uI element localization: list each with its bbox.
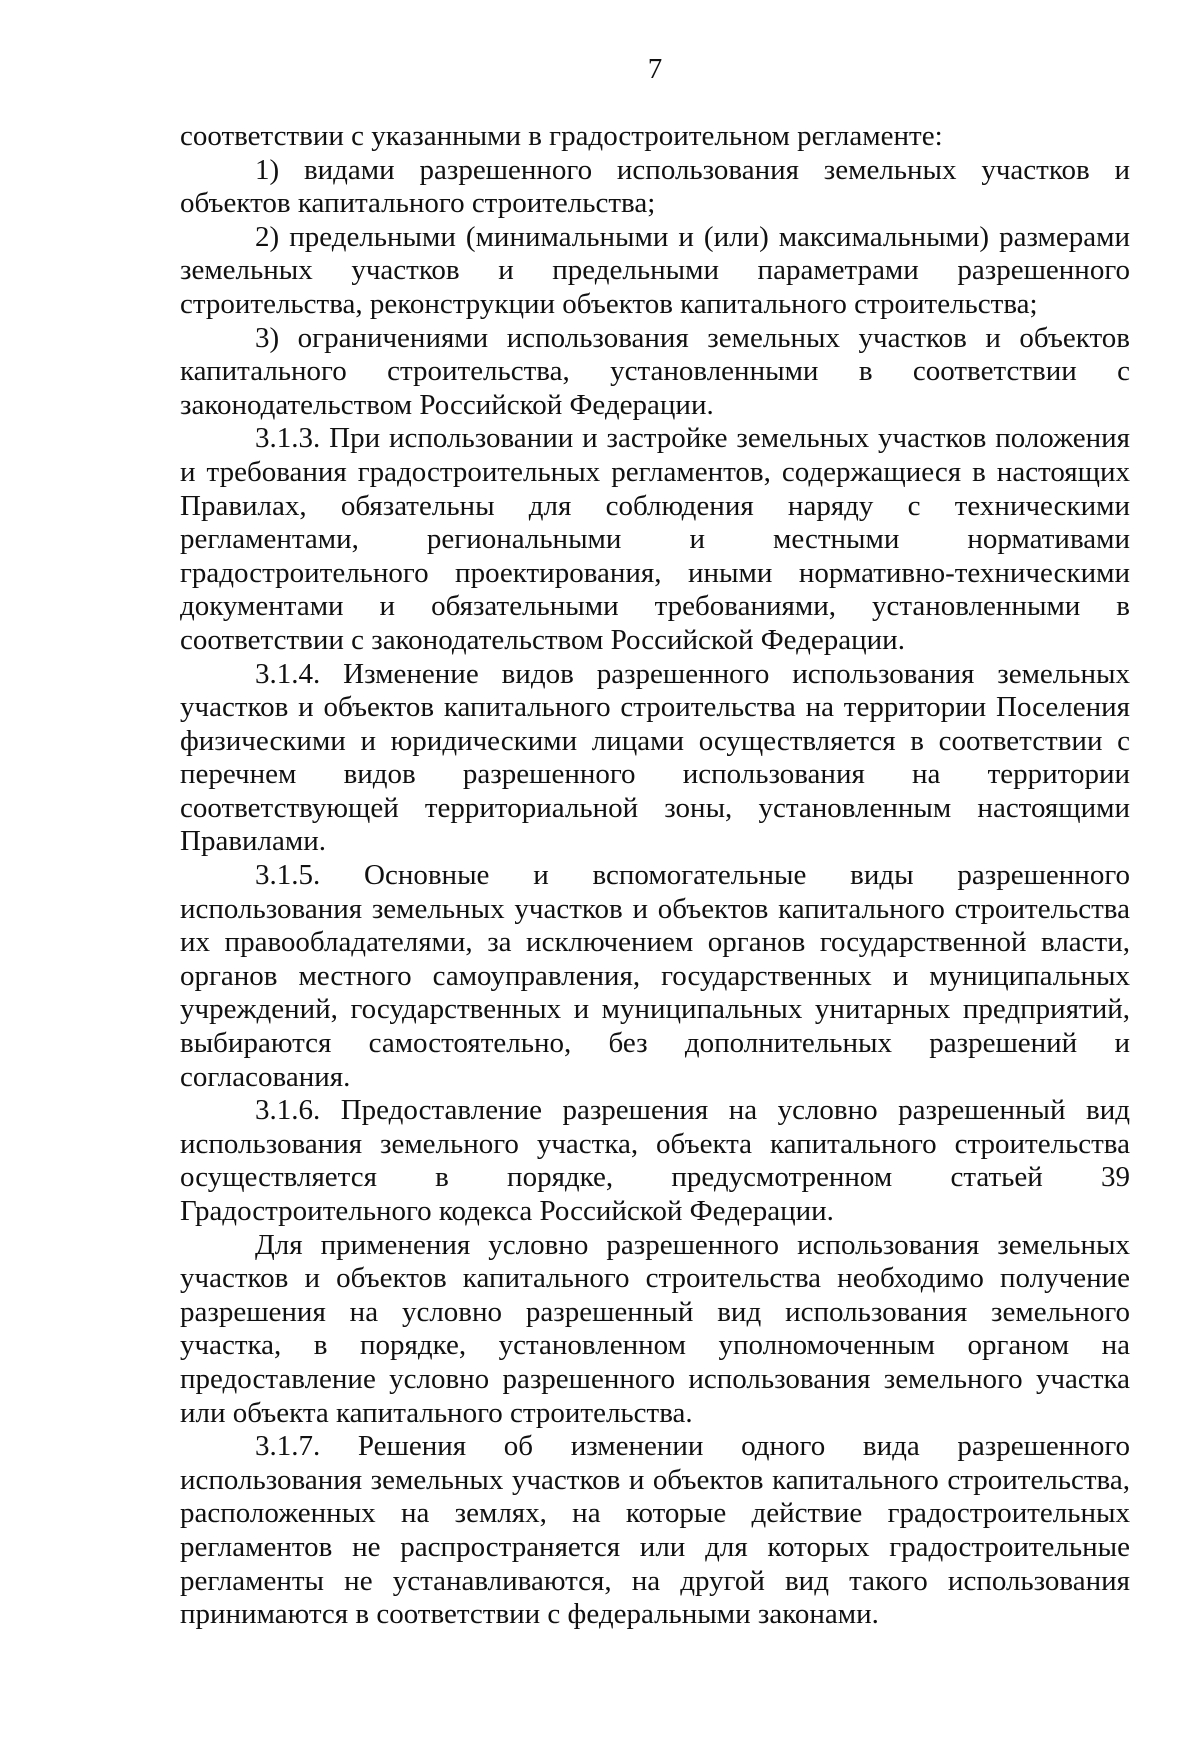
paragraph-3-1-3: 3.1.3. При использовании и застройке земельных участков положения и требования градостроительных регламентов, содержащиеся в настоящих Правилах, обязательны для соблюдения наряду с техническими регламентами, региональными и местными нормативами градостроительного проектирования, иными нормативно-техническими документами и обязательными требованиями, установленными в соответствии с законодательством Российской Федерации. [180, 422, 1130, 656]
paragraph-intro: соответствии с указанными в градостроительном регламенте: [180, 120, 943, 152]
document-body [180, 120, 1130, 1632]
paragraph-item-1: 1) видами разрешенного использования земельных участков и объектов капитального строительства; [180, 153, 1130, 220]
page-number: 7 [647, 53, 663, 85]
paragraph-3-1-5: 3.1.5. Основные и вспомогательные виды разрешенного использования земельных участков и объектов капитального строительства их правообладателями, за исключением органов государственной власти, органов местного самоуправления, государственных и муниципальных учреждений, государственных и муниципальных унитарных предприятий, выбираются самостоятельно, без дополнительных разрешений и согласования. [180, 859, 1130, 1093]
paragraph-3-1-7: 3.1.7. Решения об изменении одного вида разрешенного использования земельных участков и объектов капитального строительства, расположенных на землях, на которые действие градостроительных регламентов не распространяется или для которых градостроительные регламенты не устанавливаются, на другой вид такого использования принимаются в соответствии с федеральными законами. [180, 1430, 1130, 1631]
paragraph-3-1-4: 3.1.4. Изменение видов разрешенного использования земельных участков и объектов капитального строительства на территории Поселения физическими и юридическими лицами осуществляется в соответствии с перечнем видов разрешенного использования на территории соответствующей территориальной зоны, установленным настоящими Правилами. [180, 657, 1130, 858]
paragraph-conditional-use: Для применения условно разрешенного использования земельных участков и объектов капитального строительства необходимо получение разрешения на условно разрешенный вид использования земельного участка, в порядке, установленном уполномоченным органом на предоставление условно разрешенного использования земельного участка или объекта капитального строительства. [180, 1228, 1130, 1429]
paragraph-item-3: 3) ограничениями использования земельных участков и объектов капитального строительства, установленными в соответствии с законодательством Российской Федерации. [180, 321, 1130, 421]
paragraph-item-2: 2) предельными (минимальными и (или) максимальными) размерами земельных участков и предельными параметрами разрешенного строительства, реконструкции объектов капитального строительства; [180, 220, 1130, 320]
paragraph-3-1-6: 3.1.6. Предоставление разрешения на условно разрешенный вид использования земельного участка, объекта капитального строительства осуществляется в порядке, предусмотренном статьей 39 Градостроительного кодекса Российской Федерации. [180, 1094, 1130, 1227]
